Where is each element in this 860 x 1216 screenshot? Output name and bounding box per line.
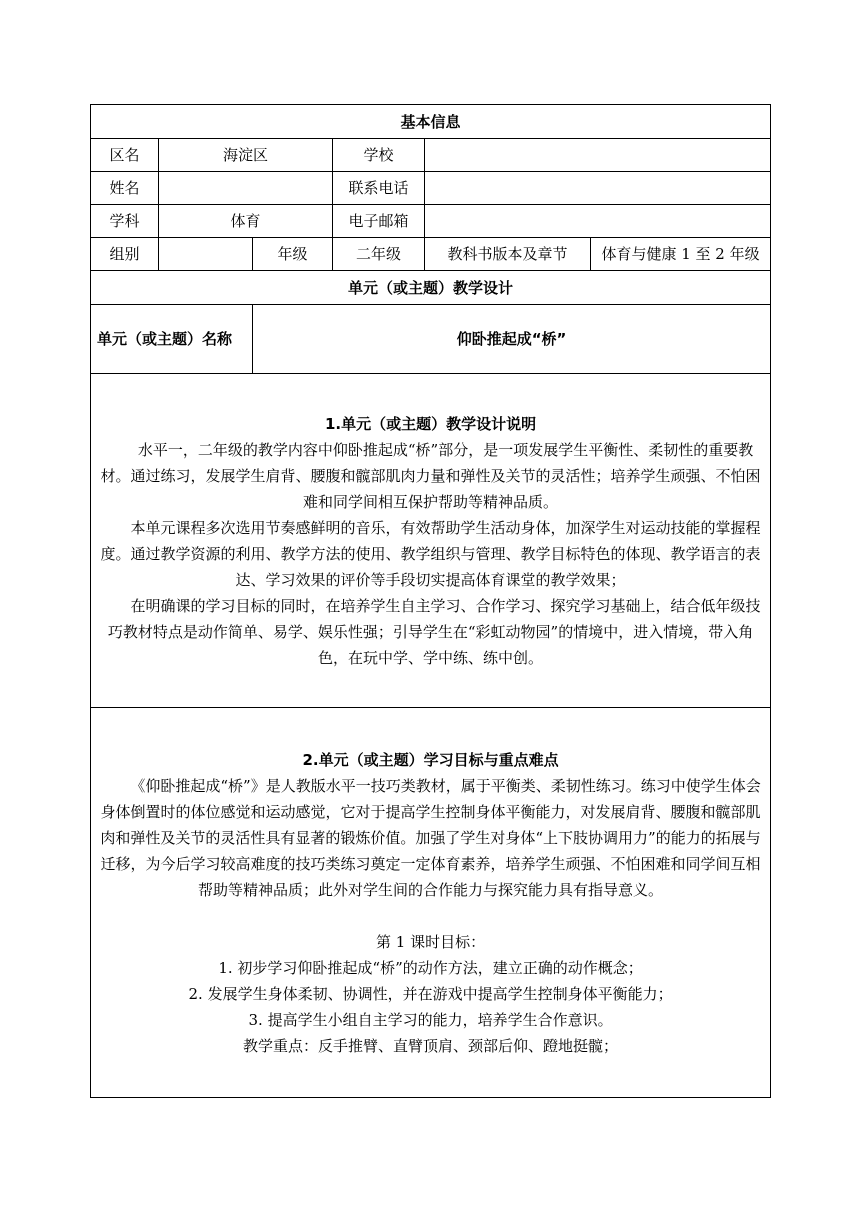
district-label: 区名 [91,139,159,172]
unit-name-label: 单元（或主题）名称 [91,305,253,374]
section1-paragraph: 本单元课程多次选用节奏感鲜明的音乐，有效帮助学生活动身体，加深学生对运动技能的掌握程度。通过教学资源的利用、教学方法的使用、教学组织与管理、教学目标特色的体现、教学语言的表达、学习效果的评价等手段切实提高体育课堂的教学效果； [100,518,761,589]
goal-heading: 第 1 课时目标： [376,932,486,951]
email-value [425,205,771,238]
grade-label: 年级 [253,238,333,271]
group-label: 组别 [91,238,159,271]
key-points: 教学重点：反手推臂、直臂顶肩、颈部后仰、蹬地挺髋； [243,1036,619,1055]
learning-goals-section [91,708,771,1098]
unit-name-value: 仰卧推起成“桥” [253,305,771,374]
phone-label: 联系电话 [333,172,425,205]
textbook-label: 教科书版本及章节 [425,238,591,271]
subject-value: 体育 [159,205,333,238]
subject-label: 学科 [91,205,159,238]
email-label: 电子邮箱 [333,205,425,238]
section2-paragraph: 《仰卧推起成“桥”》是人教版水平一技巧类教材，属于平衡类、柔韧性练习。练习中使学生体会身体倒置时的体位感觉和运动感觉，它对于提高学生控制身体平衡能力，对发展肩背、腰腹和髋部肌肉和弹性及关节的灵活性具有显著的锻炼价值。加强了学生对身体“上下肢协调用力”的能力的拓展与迁移，为今后学习较高难度的技巧类练习奠定一定体育素养，培养学生顽强、不怕困难和同学间互相帮助等精神品质；此外对学生间的合作能力与探究能力具有指导意义。 [100,776,761,899]
grade-value: 二年级 [333,238,425,271]
goal-item: 1. 初步学习仰卧推起成“桥”的动作方法，建立正确的动作概念； [218,958,643,977]
group-value [159,238,253,271]
section1-heading: 1.单元（或主题）教学设计说明 [324,414,537,433]
name-label: 姓名 [91,172,159,205]
school-label: 学校 [333,139,425,172]
goal-item: 2. 发展学生身体柔韧、协调性，并在游戏中提高学生控制身体平衡能力； [188,984,673,1003]
phone-value [425,172,771,205]
name-value [159,172,333,205]
district-value: 海淀区 [159,139,333,172]
design-description-section [91,374,771,708]
unit-design-title: 单元（或主题）教学设计 [91,271,771,305]
section2-heading: 2.单元（或主题）学习目标与重点难点 [302,750,559,769]
school-value [425,139,771,172]
basic-info-title: 基本信息 [91,105,771,139]
textbook-value: 体育与健康 1 至 2 年级 [591,238,771,271]
lesson-plan-table [90,104,771,1098]
section1-paragraph: 在明确课的学习目标的同时，在培养学生自主学习、合作学习、探究学习基础上，结合低年级技巧教材特点是动作简单、易学、娱乐性强；引导学生在“彩虹动物园”的情境中，进入情境，带入角色，在玩中学、学中练、练中创。 [107,596,761,667]
goal-item: 3. 提高学生小组自主学习的能力，培养学生合作意识。 [248,1010,613,1029]
section1-paragraph: 水平一，二年级的教学内容中仰卧推起成“桥”部分，是一项发展学生平衡性、柔韧性的重要教材。通过练习，发展学生肩背、腰腹和髋部肌肉力量和弹性及关节的灵活性；培养学生顽强、不怕困难和同学间相互保护帮助等精神品质。 [100,440,761,511]
